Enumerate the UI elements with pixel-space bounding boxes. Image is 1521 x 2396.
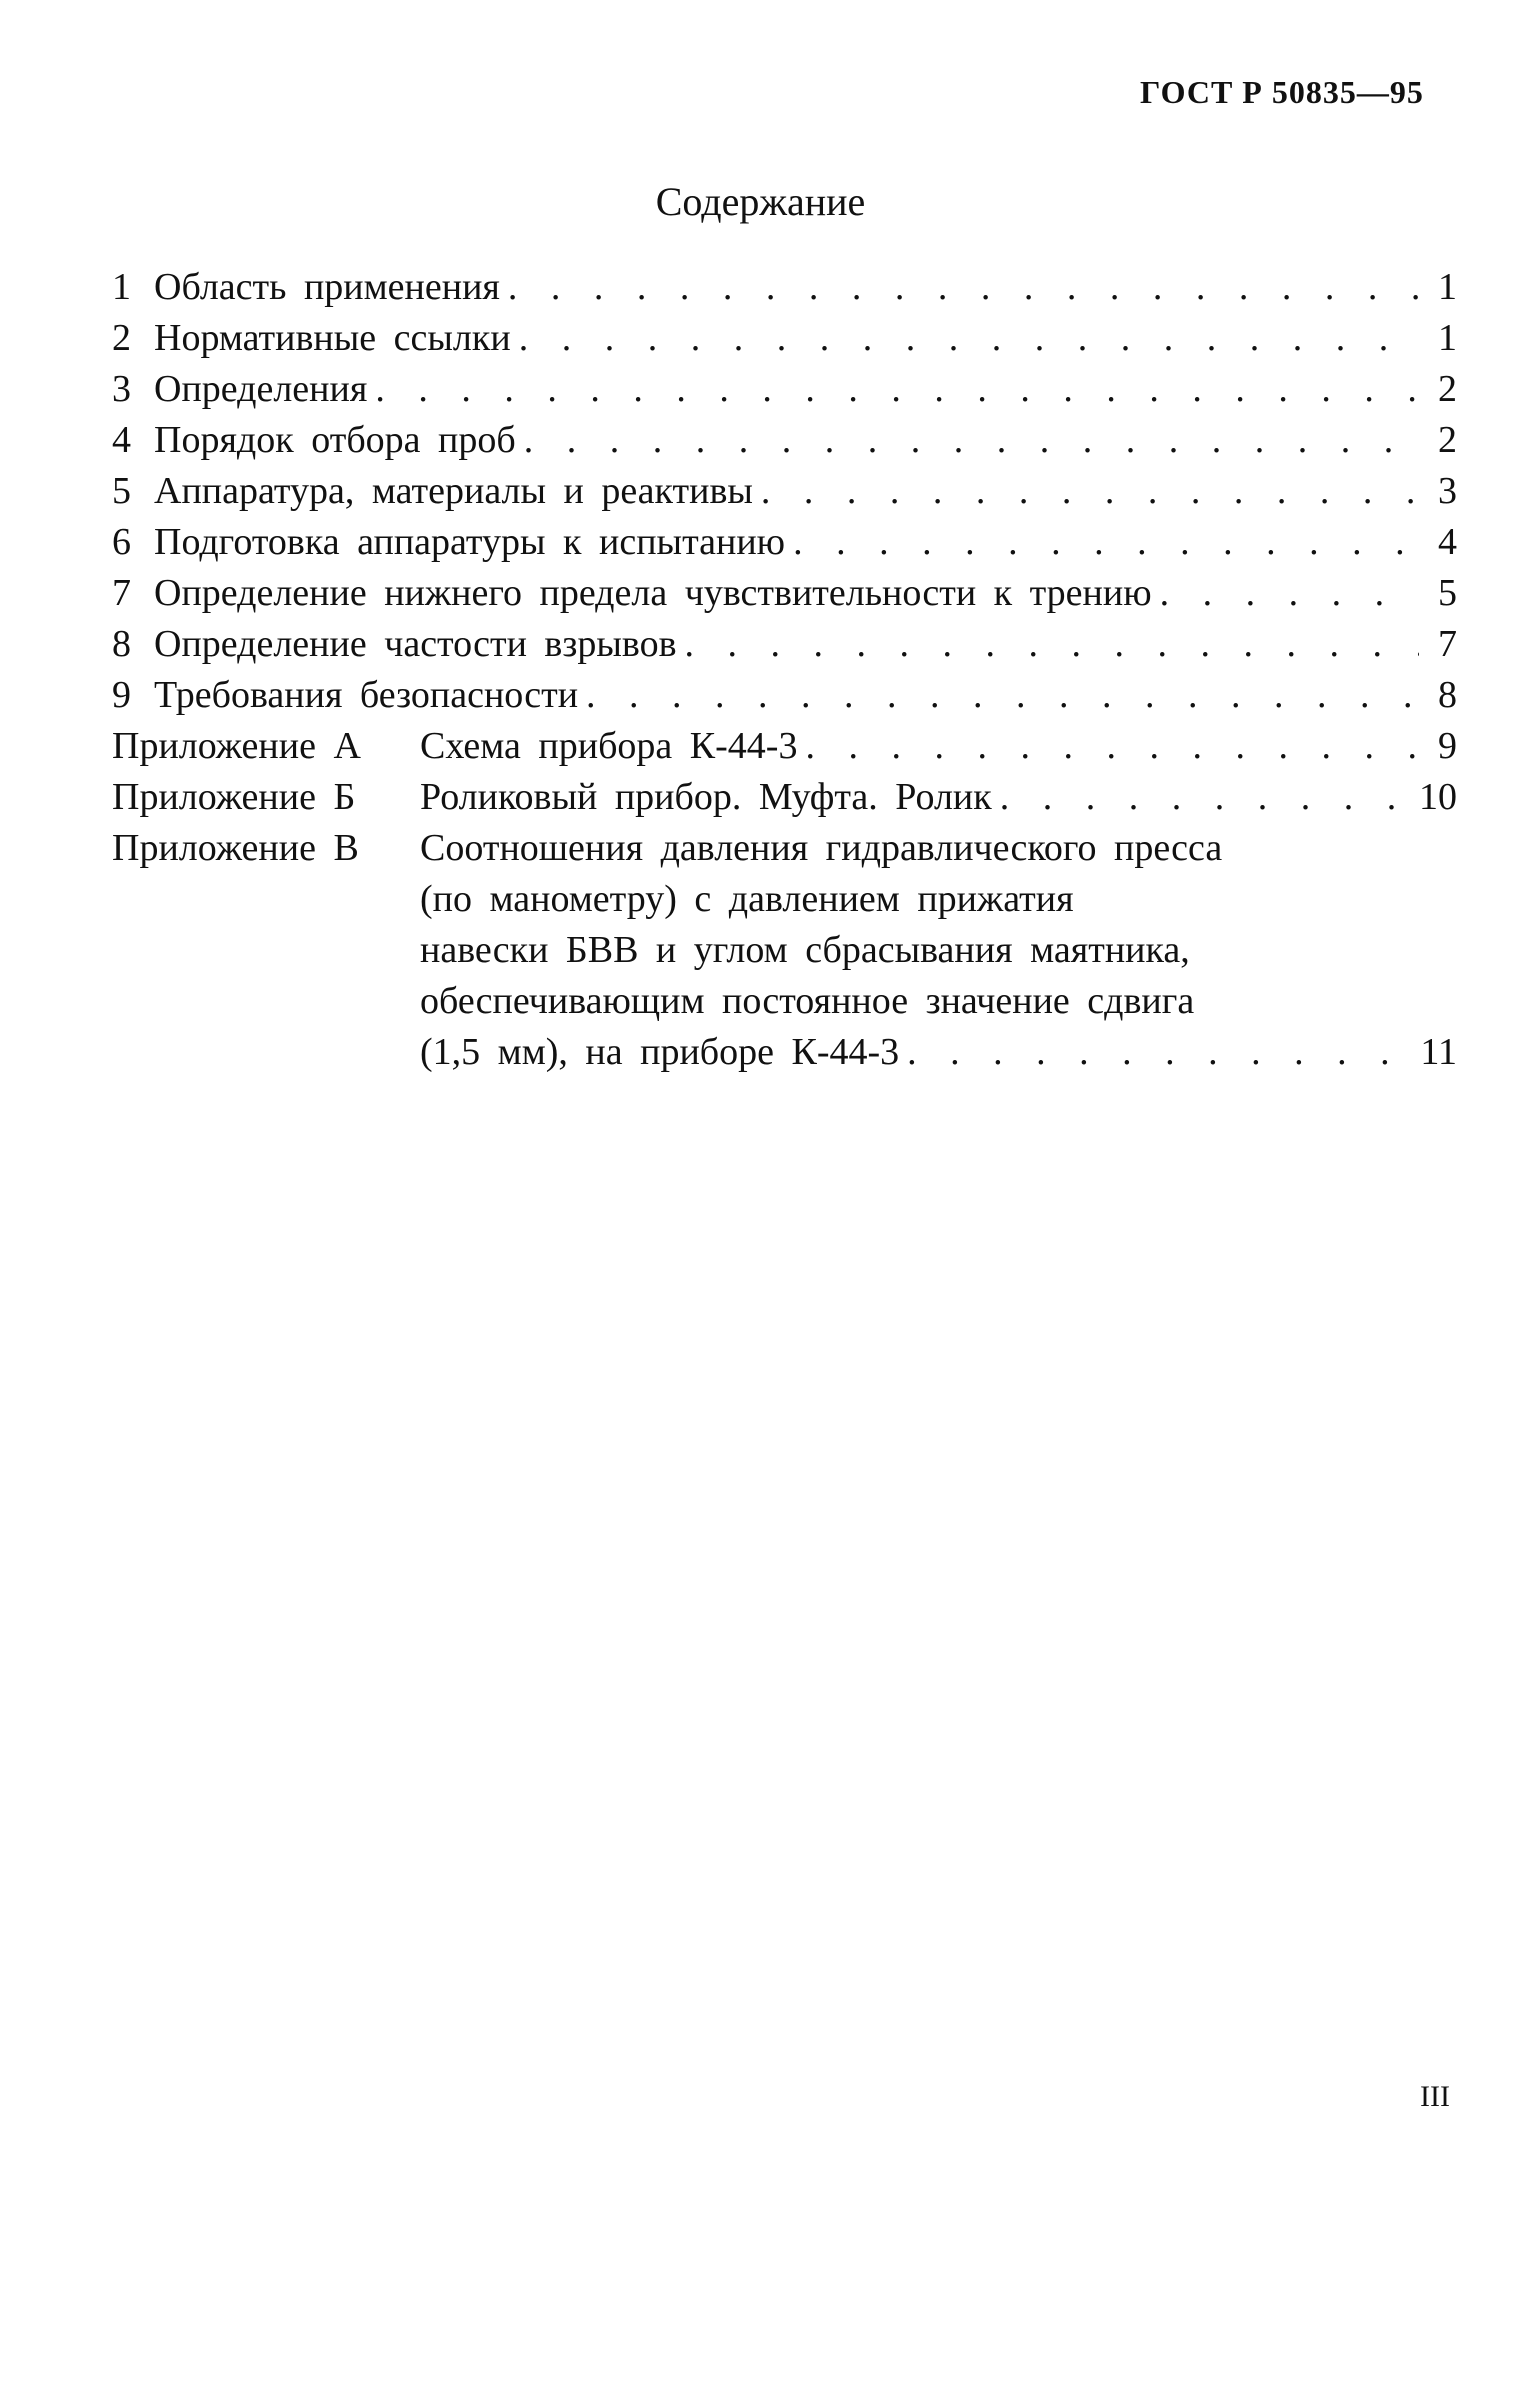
toc-leader-dots: [519, 313, 1419, 364]
toc-entry-2[interactable]: [112, 313, 1457, 364]
appendix-v-line-4: [112, 976, 1457, 1027]
toc-entry-page: 1: [1438, 266, 1457, 308]
appendix-label-line: Соотношения давления гидравлического пресса: [420, 827, 1223, 869]
toc-entry-page: 2: [1438, 419, 1457, 461]
toc-entry-9[interactable]: [112, 670, 1457, 721]
toc-entry-number: 2: [112, 317, 131, 359]
toc-leader-dots: [805, 721, 1419, 772]
toc-entry-6[interactable]: [112, 517, 1457, 568]
toc-entry-label: Требования безопасности: [154, 674, 579, 716]
toc-entry-number: 4: [112, 419, 131, 461]
appendix-label-line: обеспечивающим постоянное значение сдвига: [420, 980, 1195, 1022]
appendix-v-line-3: [112, 925, 1457, 976]
toc-leader-dots: [685, 619, 1419, 670]
toc-entry-number: 9: [112, 674, 131, 716]
toc-entry-number: 5: [112, 470, 131, 512]
appendix-prefix: Приложение А: [112, 725, 361, 767]
toc-entry-page: 4: [1438, 521, 1457, 563]
toc-entry-label: Область применения: [154, 266, 500, 308]
toc-leader-dots: [524, 415, 1419, 466]
toc-entry-1[interactable]: [112, 262, 1457, 313]
toc-title: Содержание: [655, 179, 866, 224]
appendix-prefix: Приложение Б: [112, 776, 356, 818]
toc-entry-number: 7: [112, 572, 131, 614]
toc-entry-page: 11: [1420, 1031, 1457, 1073]
appendix-v-line-1: [112, 823, 1457, 874]
toc-entry-3[interactable]: [112, 364, 1457, 415]
appendix-label-line: (по манометру) с давлением прижатия: [420, 878, 1074, 920]
toc-appendix-v[interactable]: [112, 823, 1457, 1078]
page-number: III: [1420, 2080, 1450, 2113]
toc-entry-number: 1: [112, 266, 131, 308]
toc-entry-page: 7: [1438, 623, 1457, 665]
toc-entry-7[interactable]: [112, 568, 1457, 619]
appendix-label: Роликовый прибор. Муфта. Ролик: [420, 776, 992, 818]
toc-entry-page: 8: [1438, 674, 1457, 716]
appendix-label: Схема прибора К-44-3: [420, 725, 798, 767]
appendix-v-line-5: [112, 1027, 1457, 1078]
toc-entry-number: 3: [112, 368, 131, 410]
toc-leader-dots: [1160, 568, 1419, 619]
toc-entry-label: Определение нижнего предела чувствительности к трению: [154, 572, 1152, 614]
table-of-contents: [112, 262, 1457, 1078]
toc-entry-page: 3: [1438, 470, 1457, 512]
toc-appendix-a[interactable]: [112, 721, 1457, 772]
toc-leader-dots: [907, 1027, 1412, 1078]
toc-leader-dots: [761, 466, 1419, 517]
toc-entry-label: Нормативные ссылки: [154, 317, 511, 359]
toc-entry-page: 9: [1438, 725, 1457, 767]
toc-leader-dots: [1000, 772, 1411, 823]
toc-appendix-b[interactable]: [112, 772, 1457, 823]
toc-entry-page: 1: [1438, 317, 1457, 359]
toc-entry-label: Порядок отбора проб: [154, 419, 516, 461]
toc-leader-dots: [375, 364, 1419, 415]
toc-leader-dots: [508, 262, 1419, 313]
toc-entry-page: 2: [1438, 368, 1457, 410]
toc-entry-number: 8: [112, 623, 131, 665]
toc-leader-dots: [586, 670, 1419, 721]
toc-entry-page: 10: [1419, 776, 1457, 818]
appendix-label-line: (1,5 мм), на приборе К-44-3: [420, 1031, 900, 1073]
toc-entry-label: Определения: [154, 368, 368, 410]
toc-entry-4[interactable]: [112, 415, 1457, 466]
appendix-v-line-2: [112, 874, 1457, 925]
appendix-label-line: навески БВВ и углом сбрасывания маятника,: [420, 929, 1190, 971]
toc-entry-label: Аппаратура, материалы и реактивы: [154, 470, 753, 512]
toc-entry-5[interactable]: [112, 466, 1457, 517]
toc-entry-label: Подготовка аппаратуры к испытанию: [154, 521, 786, 563]
toc-entry-8[interactable]: [112, 619, 1457, 670]
document-code: ГОСТ Р 50835—95: [1140, 74, 1424, 110]
toc-leader-dots: [793, 517, 1419, 568]
appendix-prefix: Приложение В: [112, 827, 359, 869]
toc-entry-page: 5: [1438, 572, 1457, 614]
toc-entry-number: 6: [112, 521, 131, 563]
toc-entry-label: Определение частости взрывов: [154, 623, 677, 665]
